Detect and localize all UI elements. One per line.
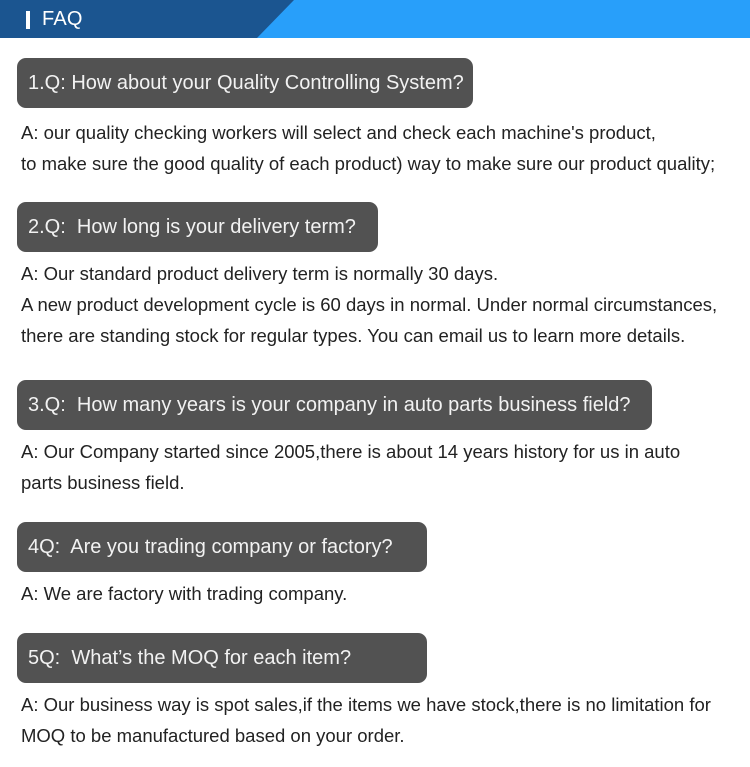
faq-answer-3	[21, 436, 680, 498]
faq-header	[0, 0, 750, 38]
vertical-bar-icon	[26, 11, 30, 29]
page-title: FAQ	[42, 8, 83, 30]
answer-line: A: We are factory with trading company.	[21, 583, 348, 604]
answer-line: there are standing stock for regular types. You can email us to learn more details.	[21, 325, 686, 346]
faq-question-3: 3.Q: How many years is your company in auto parts business field?	[17, 380, 652, 430]
answer-line: A: Our Company started since 2005,there is about 14 years history for us in auto	[21, 441, 681, 462]
answer-line: to make sure the good quality of each product) way to make sure our product quality;	[21, 153, 716, 174]
faq-question-4: 4Q: Are you trading company or factory?	[17, 522, 427, 572]
faq-question-5: 5Q: What’s the MOQ for each item?	[17, 633, 427, 683]
answer-line: A new product development cycle is 60 days in normal. Under normal circumstances,	[21, 294, 718, 315]
faq-answer-5	[21, 689, 711, 751]
faq-answer-4	[21, 578, 347, 609]
answer-line: parts business field.	[21, 472, 185, 493]
faq-question-2: 2.Q: How long is your delivery term?	[17, 202, 378, 252]
faq-answer-1	[21, 117, 715, 179]
faq-answer-2	[21, 258, 717, 351]
answer-line: MOQ to be manufactured based on your order.	[21, 725, 405, 746]
answer-line: A: Our business way is spot sales,if the items we have stock,there is no limitation for	[21, 694, 711, 715]
header-dark-section	[0, 0, 750, 38]
answer-line: A: Our standard product delivery term is normally 30 days.	[21, 263, 499, 284]
faq-question-1: 1.Q: How about your Quality Controlling System?	[17, 58, 473, 108]
answer-line: A: our quality checking workers will select and check each machine's product,	[21, 122, 656, 143]
